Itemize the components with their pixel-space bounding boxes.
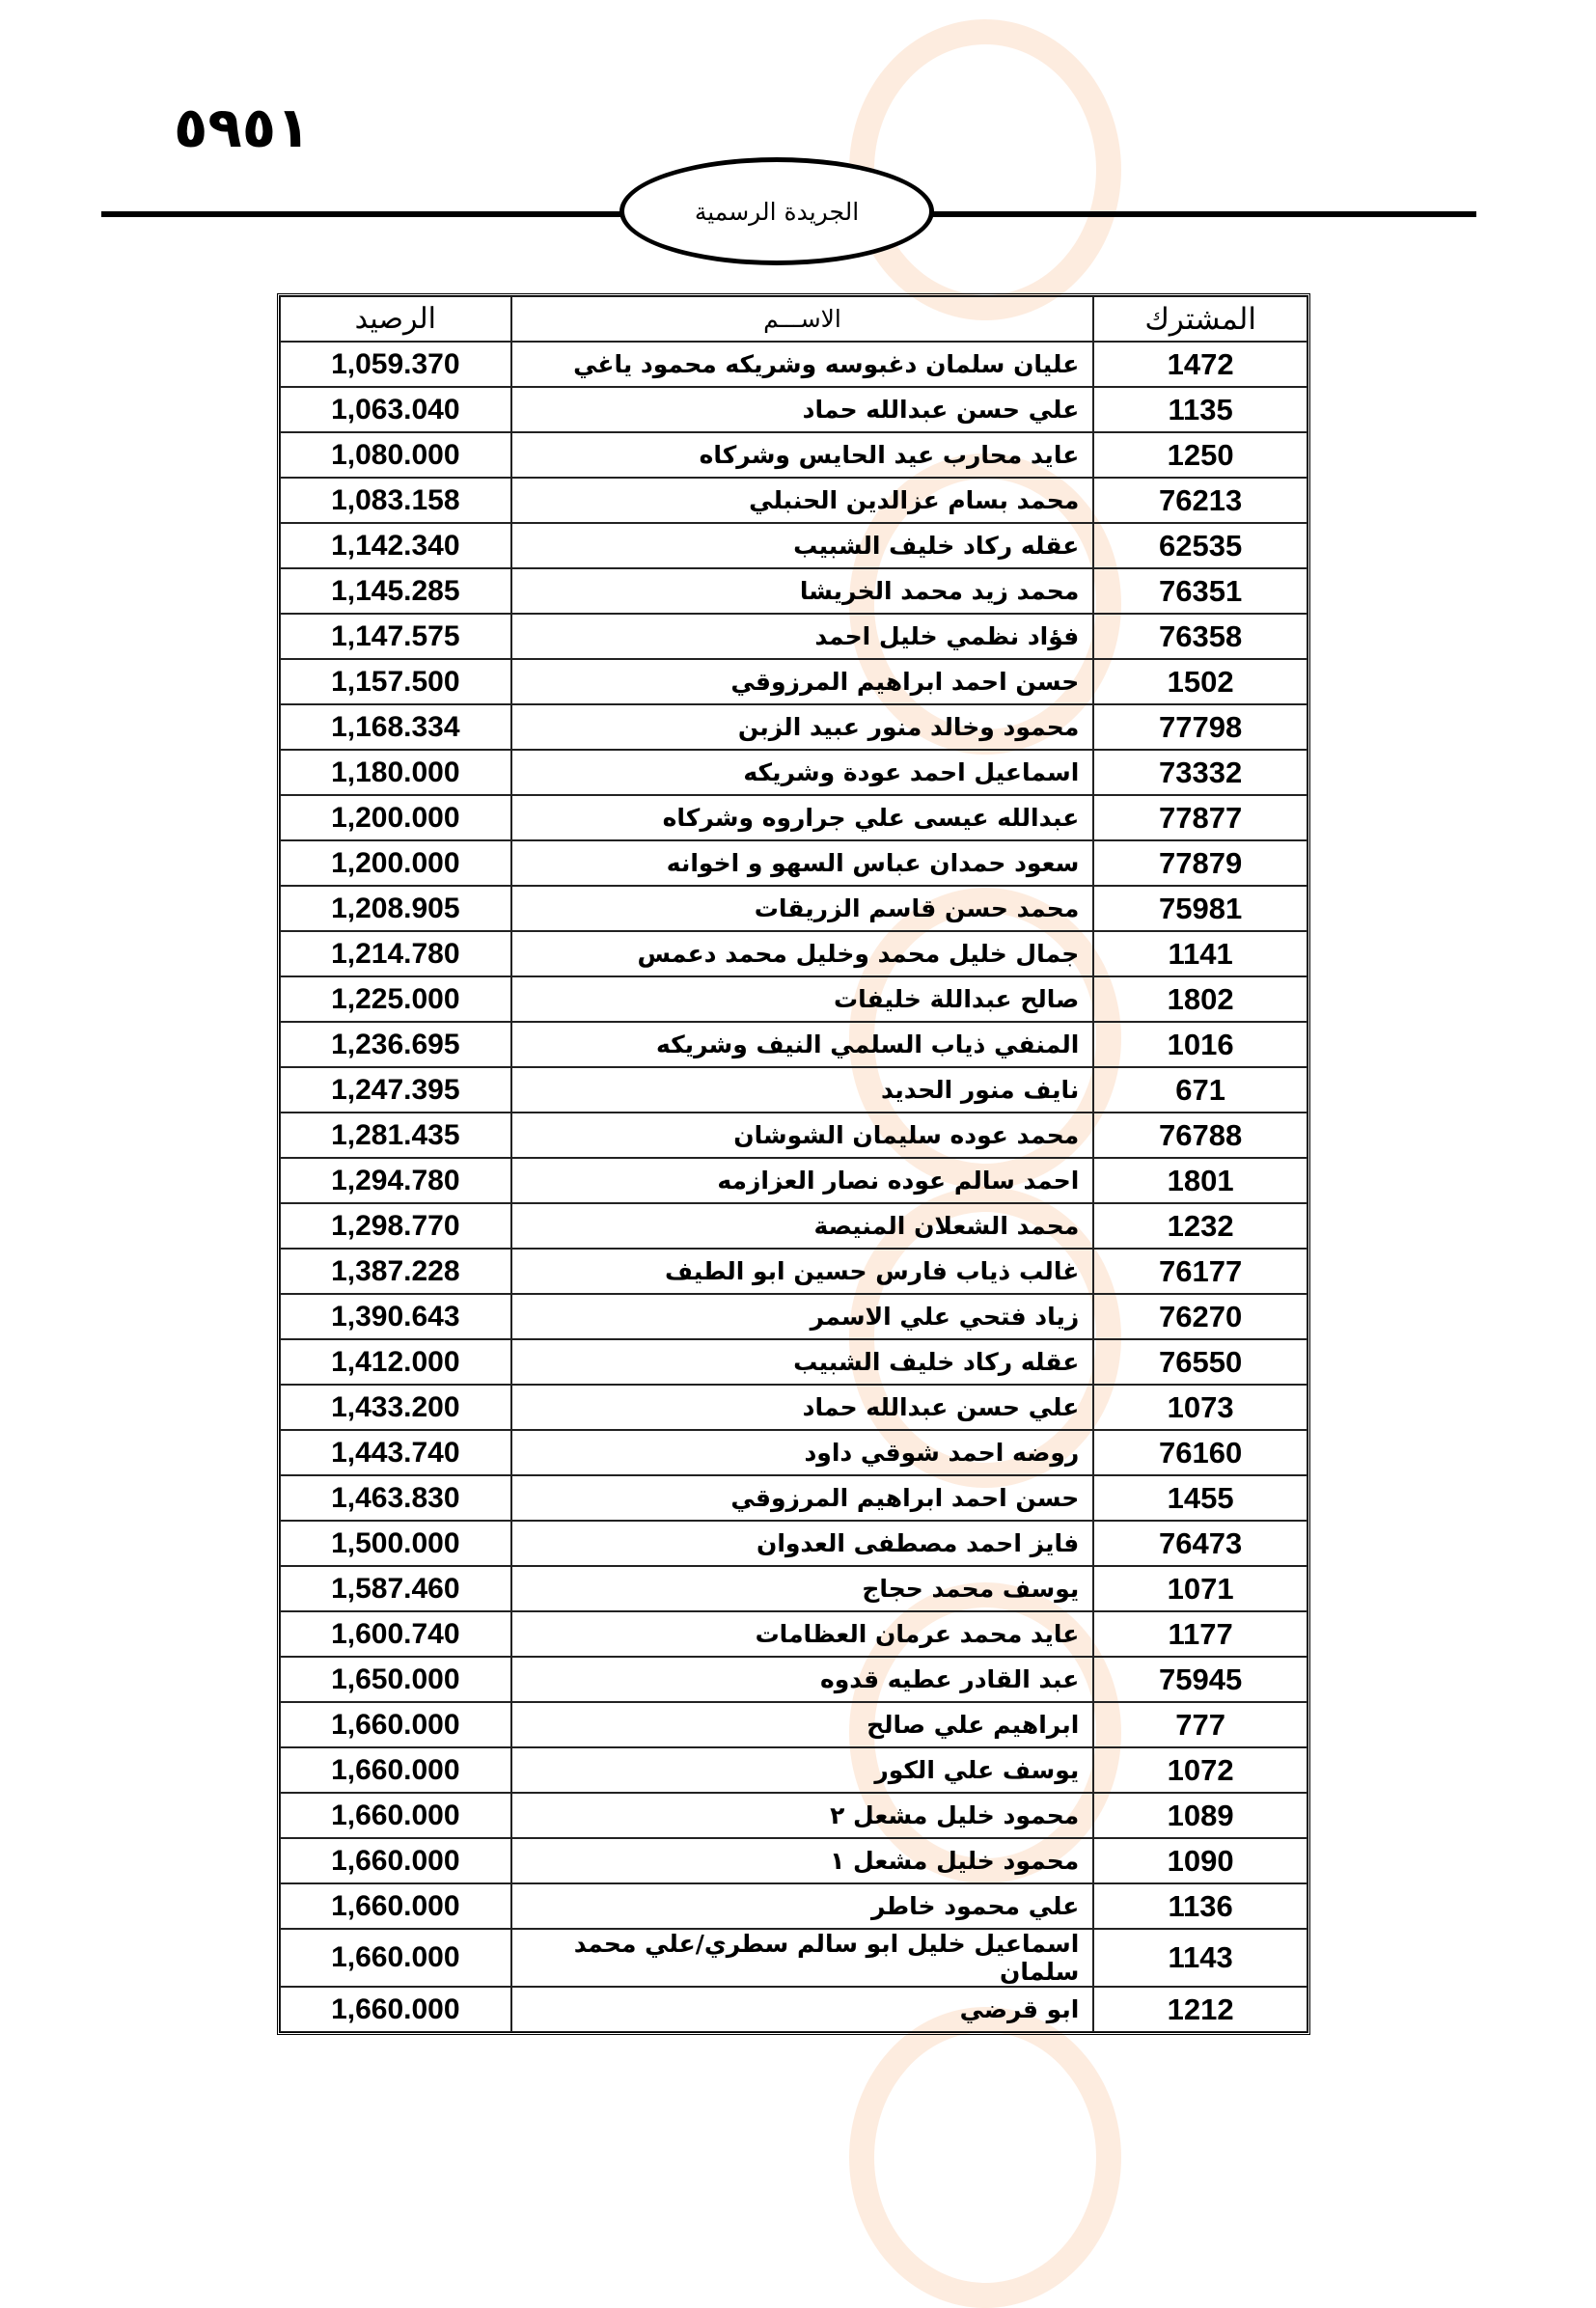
name-cell: اسماعيل احمد عودة وشريكه <box>511 750 1094 795</box>
subscriber-cell: 1072 <box>1093 1747 1307 1793</box>
name-cell: محمد زيد محمد الخريشا <box>511 568 1094 614</box>
name-cell: احمد سالم عوده نصار العزازمه <box>511 1158 1094 1203</box>
balance-cell: 1,200.000 <box>280 795 511 840</box>
name-cell: محمد عوده سليمان الشوشان <box>511 1113 1094 1158</box>
table-row <box>280 1657 1307 1702</box>
name-cell: ابو قرضي <box>511 1987 1094 2032</box>
balance-cell: 1,059.370 <box>280 342 511 387</box>
table-row <box>280 1385 1307 1430</box>
balance-cell: 1,660.000 <box>280 1987 511 2032</box>
name-cell: حسن احمد ابراهيم المرزوقي <box>511 659 1094 704</box>
name-cell: يوسف محمد حجاج <box>511 1566 1094 1611</box>
subscriber-cell: 1177 <box>1093 1611 1307 1657</box>
balance-cell: 1,298.770 <box>280 1203 511 1249</box>
name-cell: فؤاد نظمي خليل احمد <box>511 614 1094 659</box>
name-cell: عقله ركاد خليف الشبيب <box>511 1339 1094 1385</box>
table-row <box>280 1158 1307 1203</box>
subscriber-cell: 76550 <box>1093 1339 1307 1385</box>
name-cell: اسماعيل خليل ابو سالم سطري/علي محمد سلمان <box>511 1929 1094 1987</box>
subscriber-cell: 1212 <box>1093 1987 1307 2032</box>
subscriber-cell: 76358 <box>1093 614 1307 659</box>
subscriber-cell: 75981 <box>1093 886 1307 931</box>
balance-cell: 1,063.040 <box>280 387 511 432</box>
subscriber-cell: 77877 <box>1093 795 1307 840</box>
balance-cell: 1,247.395 <box>280 1067 511 1113</box>
balance-cell: 1,412.000 <box>280 1339 511 1385</box>
table-row <box>280 795 1307 840</box>
subscriber-cell: 1089 <box>1093 1793 1307 1838</box>
table-row <box>280 704 1307 750</box>
subscriber-cell: 76177 <box>1093 1249 1307 1294</box>
subscriber-cell: 76788 <box>1093 1113 1307 1158</box>
name-cell: محمود خليل مشعل ٢ <box>511 1793 1094 1838</box>
table-row <box>280 659 1307 704</box>
gazette-title: الجريدة الرسمية <box>694 197 860 226</box>
table-row <box>280 1929 1307 1987</box>
subscriber-cell: 1143 <box>1093 1929 1307 1987</box>
balance-cell: 1,157.500 <box>280 659 511 704</box>
name-cell: علي حسن عبدالله حماد <box>511 387 1094 432</box>
subscriber-cell: 1250 <box>1093 432 1307 478</box>
subscriber-cell: 77879 <box>1093 840 1307 886</box>
subscriber-cell: 77798 <box>1093 704 1307 750</box>
balances-table <box>277 293 1310 2035</box>
table-row <box>280 1294 1307 1339</box>
balance-cell: 1,443.740 <box>280 1430 511 1475</box>
name-cell: محمد بسام عزالدين الحنبلي <box>511 478 1094 523</box>
table-row <box>280 931 1307 976</box>
name-cell: عليان سلمان دغبوسه وشريكه محمود ياغي <box>511 342 1094 387</box>
balance-cell: 1,660.000 <box>280 1747 511 1793</box>
table-row <box>280 1702 1307 1747</box>
balance-cell: 1,500.000 <box>280 1521 511 1566</box>
subscriber-cell: 1232 <box>1093 1203 1307 1249</box>
name-cell: عقله ركاد خليف الشبيب <box>511 523 1094 568</box>
subscriber-cell: 76473 <box>1093 1521 1307 1566</box>
column-header-name: الاســـم <box>511 296 1094 342</box>
balance-cell: 1,208.905 <box>280 886 511 931</box>
table-row <box>280 1987 1307 2032</box>
subscriber-cell: 1801 <box>1093 1158 1307 1203</box>
table-row <box>280 1883 1307 1929</box>
name-cell: روضه احمد شوقي داود <box>511 1430 1094 1475</box>
table-row <box>280 1249 1307 1294</box>
subscriber-cell: 777 <box>1093 1702 1307 1747</box>
table-row <box>280 1475 1307 1521</box>
table-header-row <box>280 296 1307 342</box>
name-cell: عايد محمد عرمان العظامات <box>511 1611 1094 1657</box>
table-row <box>280 886 1307 931</box>
balance-cell: 1,200.000 <box>280 840 511 886</box>
column-header-subscriber: المشترك <box>1093 296 1307 342</box>
name-cell: صالح عبداللة خليفات <box>511 976 1094 1022</box>
table-row <box>280 1793 1307 1838</box>
table-row <box>280 1113 1307 1158</box>
subscriber-cell: 1455 <box>1093 1475 1307 1521</box>
table-row <box>280 1067 1307 1113</box>
table-row <box>280 432 1307 478</box>
subscriber-cell: 1073 <box>1093 1385 1307 1430</box>
table-row <box>280 976 1307 1022</box>
subscriber-cell: 1802 <box>1093 976 1307 1022</box>
table-row <box>280 840 1307 886</box>
balance-cell: 1,660.000 <box>280 1838 511 1883</box>
table-row <box>280 1611 1307 1657</box>
name-cell: جمال خليل محمد وخليل محمد دعمس <box>511 931 1094 976</box>
balance-cell: 1,142.340 <box>280 523 511 568</box>
balance-cell: 1,587.460 <box>280 1566 511 1611</box>
table-row <box>280 1339 1307 1385</box>
table-row <box>280 1022 1307 1067</box>
name-cell: سعود حمدان عباس السهو و اخوانه <box>511 840 1094 886</box>
balance-cell: 1,080.000 <box>280 432 511 478</box>
table-row <box>280 750 1307 795</box>
table-row <box>280 1747 1307 1793</box>
table-row <box>280 614 1307 659</box>
balance-cell: 1,180.000 <box>280 750 511 795</box>
watermark-clock-logo <box>849 2007 1121 2308</box>
subscriber-cell: 1136 <box>1093 1883 1307 1929</box>
balance-cell: 1,145.285 <box>280 568 511 614</box>
balance-cell: 1,214.780 <box>280 931 511 976</box>
balance-cell: 1,600.740 <box>280 1611 511 1657</box>
gazette-title-oval <box>619 157 934 265</box>
name-cell: فايز احمد مصطفى العدوان <box>511 1521 1094 1566</box>
name-cell: محمد الشعلان المنيصة <box>511 1203 1094 1249</box>
subscriber-cell: 76213 <box>1093 478 1307 523</box>
subscriber-cell: 76270 <box>1093 1294 1307 1339</box>
balance-cell: 1,236.695 <box>280 1022 511 1067</box>
balance-cell: 1,147.575 <box>280 614 511 659</box>
subscriber-cell: 62535 <box>1093 523 1307 568</box>
balance-cell: 1,433.200 <box>280 1385 511 1430</box>
page-number: ٥٩٥١ <box>174 95 311 160</box>
subscriber-cell: 1090 <box>1093 1838 1307 1883</box>
balance-cell: 1,294.780 <box>280 1158 511 1203</box>
name-cell: نايف منور الحديد <box>511 1067 1094 1113</box>
table-row <box>280 1521 1307 1566</box>
subscriber-cell: 75945 <box>1093 1657 1307 1702</box>
table-row <box>280 1838 1307 1883</box>
name-cell: زياد فتحي علي الاسمر <box>511 1294 1094 1339</box>
name-cell: ابراهيم علي صالح <box>511 1702 1094 1747</box>
balance-cell: 1,660.000 <box>280 1929 511 1987</box>
subscriber-cell: 73332 <box>1093 750 1307 795</box>
name-cell: علي حسن عبدالله حماد <box>511 1385 1094 1430</box>
name-cell: علي محمود خاطر <box>511 1883 1094 1929</box>
subscriber-cell: 76351 <box>1093 568 1307 614</box>
table-row <box>280 1430 1307 1475</box>
subscriber-cell: 1016 <box>1093 1022 1307 1067</box>
table-body <box>280 342 1307 2032</box>
name-cell: يوسف علي الكور <box>511 1747 1094 1793</box>
name-cell: محمود وخالد منور عبيد الزبن <box>511 704 1094 750</box>
balance-cell: 1,390.643 <box>280 1294 511 1339</box>
balance-cell: 1,660.000 <box>280 1793 511 1838</box>
balance-cell: 1,168.334 <box>280 704 511 750</box>
subscriber-cell: 1502 <box>1093 659 1307 704</box>
subscriber-cell: 1135 <box>1093 387 1307 432</box>
name-cell: حسن احمد ابراهيم المرزوقي <box>511 1475 1094 1521</box>
name-cell: عبد القادر عطيه قدوه <box>511 1657 1094 1702</box>
subscriber-cell: 1071 <box>1093 1566 1307 1611</box>
balance-cell: 1,650.000 <box>280 1657 511 1702</box>
table-row <box>280 478 1307 523</box>
subscriber-cell: 1472 <box>1093 342 1307 387</box>
table-row <box>280 568 1307 614</box>
table-row <box>280 342 1307 387</box>
watermark-clock-logo <box>849 19 1121 320</box>
subscriber-cell: 671 <box>1093 1067 1307 1113</box>
balance-cell: 1,463.830 <box>280 1475 511 1521</box>
name-cell: محمد حسن قاسم الزريقات <box>511 886 1094 931</box>
table-row <box>280 387 1307 432</box>
balance-cell: 1,387.228 <box>280 1249 511 1294</box>
table-row <box>280 1203 1307 1249</box>
balance-cell: 1,083.158 <box>280 478 511 523</box>
name-cell: المنفي ذياب السلمي النيف وشريكه <box>511 1022 1094 1067</box>
table-row <box>280 523 1307 568</box>
column-header-balance: الرصيد <box>280 296 511 342</box>
name-cell: محمود خليل مشعل ١ <box>511 1838 1094 1883</box>
balance-cell: 1,225.000 <box>280 976 511 1022</box>
subscriber-cell: 1141 <box>1093 931 1307 976</box>
name-cell: عبدالله عيسى علي جراروه وشركاه <box>511 795 1094 840</box>
subscriber-cell: 76160 <box>1093 1430 1307 1475</box>
balance-cell: 1,660.000 <box>280 1883 511 1929</box>
balance-cell: 1,281.435 <box>280 1113 511 1158</box>
name-cell: غالب ذياب فارس حسين ابو الطيف <box>511 1249 1094 1294</box>
balance-cell: 1,660.000 <box>280 1702 511 1747</box>
table-row <box>280 1566 1307 1611</box>
name-cell: عايد محارب عيد الحايس وشركاه <box>511 432 1094 478</box>
